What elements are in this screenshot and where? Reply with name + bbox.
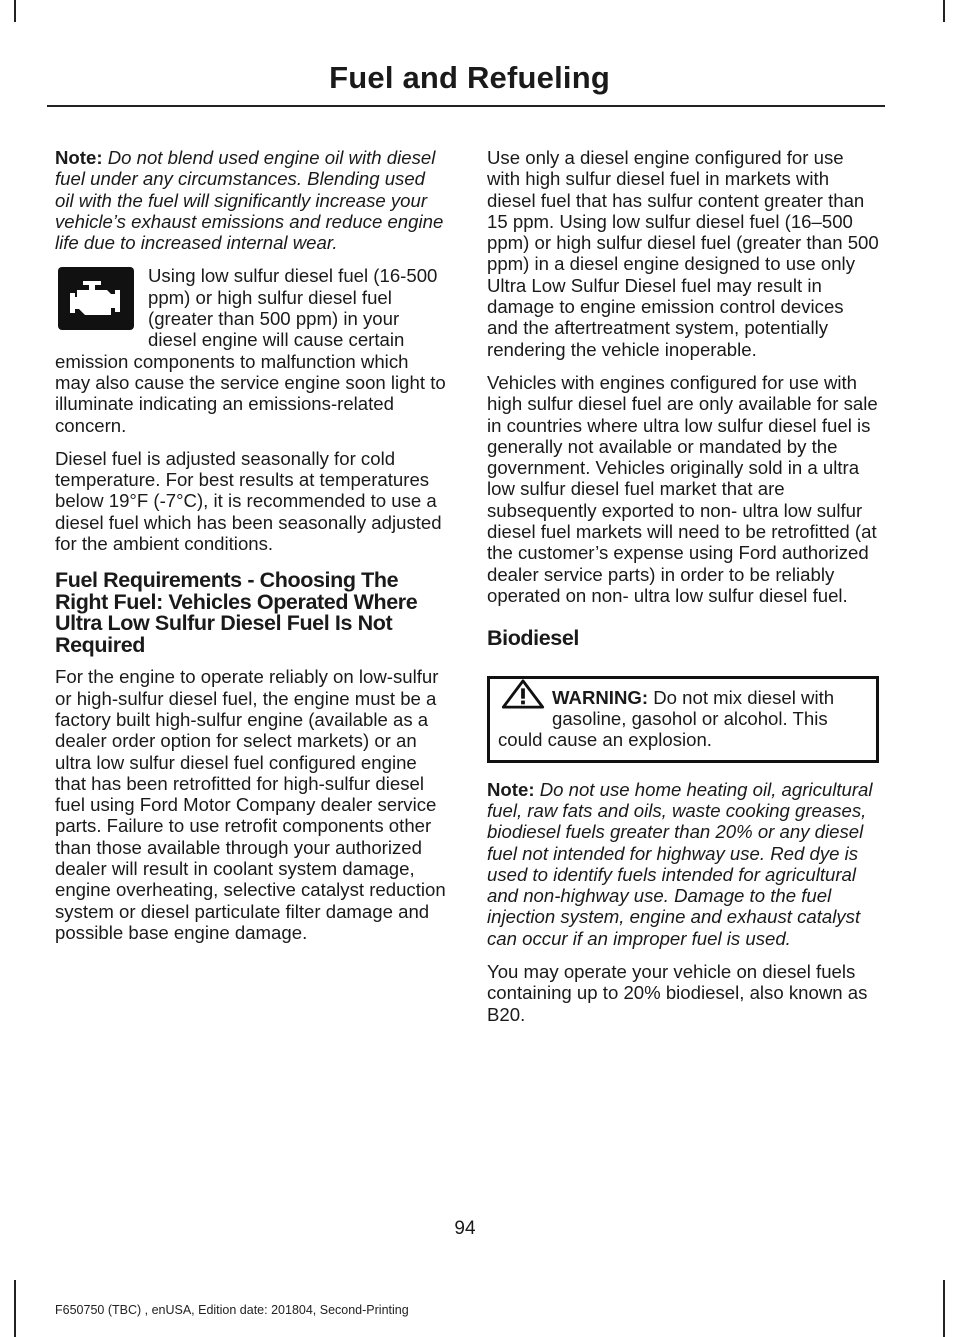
note-text: Do not blend used engine oil with diesel fuel under any circumstances. Blending used oil with the fuel will significantly increase your vehicle’s exhaust emissions and reduce engine life due to increased internal wear. bbox=[55, 147, 444, 254]
section-heading: Fuel Requirements - Choosing The Right Fuel: Vehicles Operated Where Ultra Low Sulfur Diesel Fuel Is Not Required bbox=[55, 568, 418, 657]
right-column bbox=[487, 147, 879, 1037]
header-rule bbox=[47, 105, 885, 107]
configured-paragraph: Use only a diesel engine configured for use with high sulfur diesel fuel in markets with diesel fuel that has sulfur content greater than 15 ppm. Using low sulfur diesel fuel (16–500 ppm) or high sulfur diesel fuel (greater than 500 ppm) in a diesel engine designed to use only Ultra Low Sulfur Diesel fuel may result in damage to engine emission control devices and the aftertreatment system, potentially rendering the vehicle inoperable. bbox=[487, 147, 879, 360]
seasonal-paragraph: Diesel fuel is adjusted seasonally for cold temperature. For best results at temperatures below 19°F (-7°C), it is recommended to use a diesel fuel which has been seasonally adjusted for the ambient conditions. bbox=[55, 447, 442, 555]
page-number: 94 bbox=[454, 1218, 476, 1239]
crop-mark bbox=[943, 0, 945, 22]
warning-label: WARNING: bbox=[552, 686, 649, 708]
note-paragraph bbox=[55, 147, 447, 253]
footer-edition: F650750 (TBC) , enUSA, Edition date: 201804, Second-Printing bbox=[55, 1303, 409, 1317]
warning-box bbox=[487, 676, 879, 763]
emissions-paragraph bbox=[55, 265, 447, 435]
crop-mark bbox=[943, 1280, 945, 1337]
note-label: Note: bbox=[55, 147, 103, 168]
biodiesel-heading: Biodiesel bbox=[487, 626, 579, 651]
note-text: Do not use home heating oil, agricultural fuel, raw fats and oils, waste cooking greases, biodiesel fuels greater than 20% or any diesel fuel not intended for highway use. Red dye is used to identify fuels intended for agricultural and non-highway use. Damage to the fuel injection system, engine and exhaust catalyst can occur if an improper fuel is used. bbox=[487, 778, 873, 949]
warning-text: Do not mix diesel with gasoline, gasohol or alcohol. This could cause an explosion. bbox=[498, 686, 835, 751]
emissions-text: Using low sulfur diesel fuel (16-500 ppm) or high sulfur diesel fuel (greater than 500 ppm) in your diesel engine will cause certain emission components to malfunction which may also cause the service engine soon light to illuminate indicating an emissions-related concern. bbox=[55, 265, 446, 436]
warning-triangle-icon bbox=[500, 679, 546, 709]
left-column bbox=[55, 147, 447, 955]
b20-paragraph: You may operate your vehicle on diesel fuels containing up to 20% biodiesel, also known as B20. bbox=[487, 961, 868, 1025]
note-label: Note: bbox=[487, 778, 535, 800]
check-engine-icon bbox=[58, 267, 134, 330]
note-paragraph bbox=[487, 779, 879, 949]
vehicles-paragraph: Vehicles with engines configured for use with high sulfur diesel fuel are only available for sale in countries where ultra low sulfur diesel fuel is generally not available or mandated by the government. Vehicles originally sold in a ultra low sulfur diesel fuel market that are subsequently exported to non- ultra low sulfur diesel fuel markets will need to be retrofitted (at the customer’s expense using Ford authorized dealer service parts) in order to be reliably operated on non- ultra low sulfur diesel fuel. bbox=[487, 371, 878, 606]
crop-mark bbox=[14, 0, 16, 22]
engine-paragraph: For the engine to operate reliably on low-sulfur or high-sulfur diesel fuel, the engine must be a factory built high-sulfur engine (available as a dealer order option for select markets) or an ultra low sulfur diesel fuel configured engine that has been retrofitted for high-sulfur diesel fuel using Ford Motor Company dealer service parts. Failure to use retrofit components other than those available through your authorized dealer will result in coolant system damage, engine overheating, selective catalyst reduction system or diesel particulate filter damage and possible base engine damage. bbox=[55, 666, 446, 943]
page-title: Fuel and Refueling bbox=[329, 60, 610, 95]
crop-mark bbox=[14, 1280, 16, 1337]
